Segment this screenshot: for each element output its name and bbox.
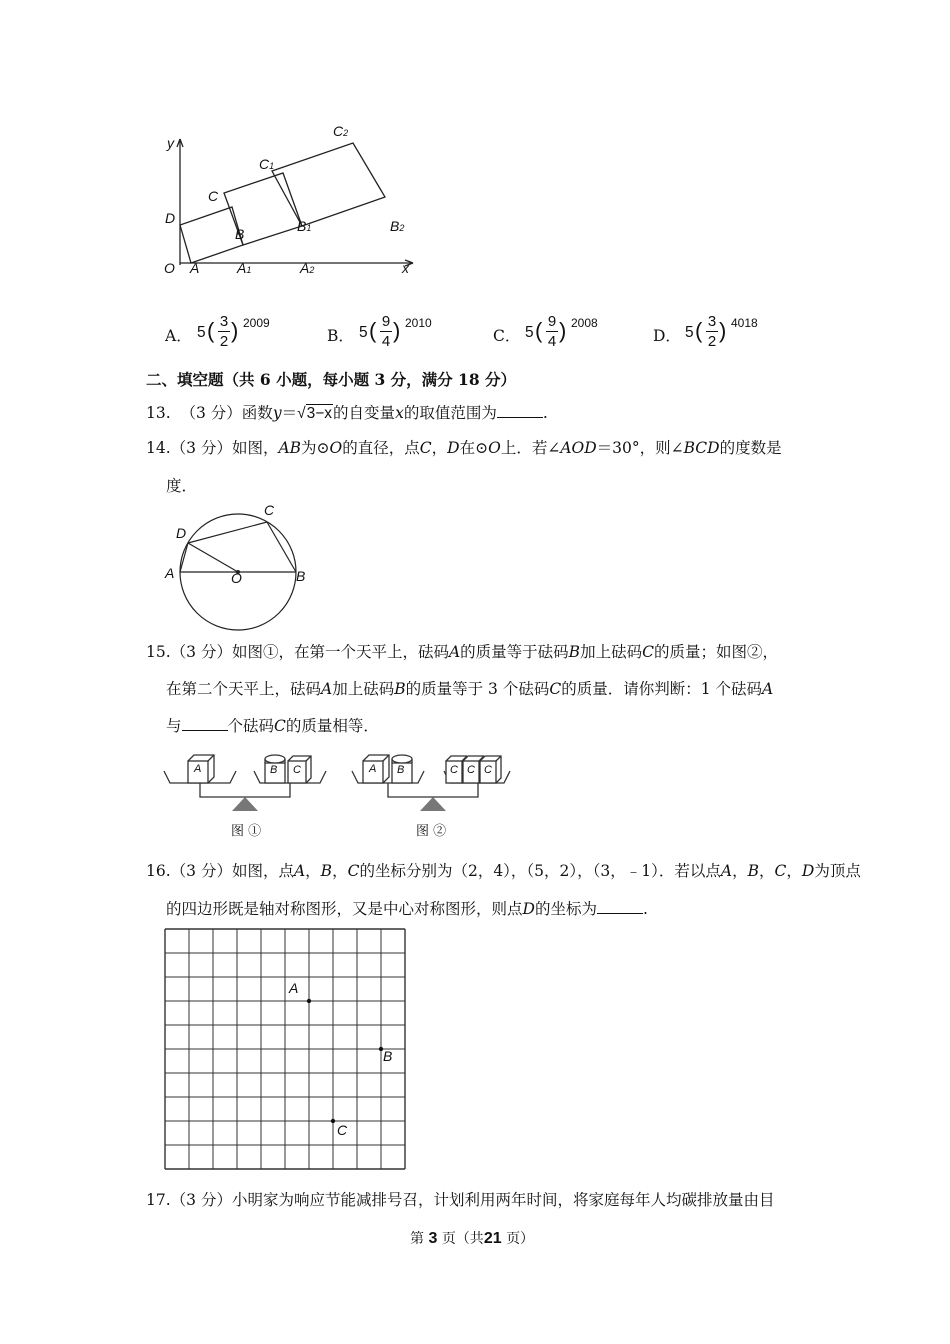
fig12-label-A: A <box>190 260 200 276</box>
fig15-caption-2: 图 ② <box>416 824 447 839</box>
fig12-label-B2: B2 <box>390 218 405 234</box>
fig15-weight-C-1: C <box>293 764 301 776</box>
fraction: 3 2 <box>707 313 717 350</box>
fig12-label-C2: C2 <box>333 123 349 139</box>
point-A <box>307 999 311 1003</box>
figure-16-grid <box>164 928 406 1170</box>
fig12-label-B: B <box>235 226 245 242</box>
fig12-label-y: y <box>167 135 174 151</box>
question-14-line-2: 度． <box>166 477 198 495</box>
question-16-line-1: 16.（3 分）如图，点A，B，C的坐标分别为（2，4），（5，2），（3，﹣1）．若以点A，B，C，D为顶点 <box>146 862 861 880</box>
fig15-weight-C-2b: C <box>467 764 475 776</box>
option-12-b[interactable]: B． 5 ( 9 4 ) 2010 <box>327 313 432 350</box>
figure-15-balances <box>160 745 520 817</box>
figure-14-circle <box>160 500 320 632</box>
question-15-line-1: 15.（3 分）如图①，在第一个天平上，砝码A的质量等于砝码B加上砝码C的质量；如图②， <box>146 643 778 661</box>
fig16-label-B: B <box>383 1048 393 1064</box>
fig15-weight-A-1: A <box>194 763 202 775</box>
section-heading: 二、填空题（共 6 小题，每小题 3 分，满分 18 分） <box>146 370 517 389</box>
question-14-line-1: 14.（3 分）如图，AB为⊙O的直径，点C，D在⊙O上．若∠AOD＝30°，则∠BCD的度数是 <box>146 439 782 457</box>
fig12-label-B1: B1 <box>297 218 312 234</box>
answer-blank[interactable] <box>182 716 228 731</box>
question-16-line-2: 的四边形既是轴对称图形，又是中心对称图形，则点D的坐标为 . <box>166 900 648 918</box>
fig14-label-C: C <box>264 502 275 518</box>
fraction: 3 2 <box>219 313 229 350</box>
fig15-weight-C-2a: C <box>450 764 458 776</box>
question-13: 13. （3 分）函数y＝√3−x的自变量x的取值范围为 . <box>146 404 548 422</box>
option-12-a[interactable]: A． 5 ( 3 2 ) 2009 <box>165 313 270 350</box>
fraction: 9 4 <box>547 313 557 350</box>
fig14-label-O: O <box>231 570 242 586</box>
fig14-label-B: B <box>296 568 306 584</box>
fig12-label-O: O <box>164 260 175 276</box>
fraction: 9 4 <box>381 313 391 350</box>
fig16-label-A: A <box>289 980 299 996</box>
fig12-label-C1: C1 <box>259 156 275 172</box>
question-17-line-1: 17.（3 分）小明家为响应节能减排号召，计划利用两年时间，将家庭每年人均碳排放量由目 <box>146 1191 775 1209</box>
fig15-weight-C-2c: C <box>484 764 492 776</box>
fig14-label-A: A <box>165 565 175 581</box>
option-12-d[interactable]: D． 5 ( 3 2 ) 4018 <box>653 313 758 350</box>
question-15-line-3: 与 个砝码C的质量相等． <box>166 717 379 735</box>
option-12-c[interactable]: C． 5 ( 9 4 ) 2008 <box>493 313 598 350</box>
fig12-label-D: D <box>165 210 176 226</box>
fig14-label-D: D <box>176 525 187 541</box>
fig15-weight-B-2: B <box>397 764 405 776</box>
fig15-weight-A-2: A <box>369 763 377 775</box>
answer-blank[interactable] <box>497 403 543 418</box>
fig15-caption-1: 图 ① <box>231 824 262 839</box>
fig12-label-C: C <box>208 188 219 204</box>
page-footer: 第 3 页（共21 页） <box>410 1230 535 1247</box>
fig16-label-C: C <box>337 1122 348 1138</box>
fig12-label-A2: A2 <box>300 260 315 276</box>
question-15-line-2: 在第二个天平上，砝码A加上砝码B的质量等于 3 个砝码C的质量．请你判断：1 个砝码A <box>166 680 774 698</box>
answer-blank[interactable] <box>597 899 643 914</box>
point-C <box>331 1119 335 1123</box>
fig15-weight-B-1: B <box>270 764 278 776</box>
fig12-label-x: x <box>402 260 409 276</box>
square-root: √3−x <box>297 405 333 422</box>
fig12-label-A1: A1 <box>237 260 252 276</box>
